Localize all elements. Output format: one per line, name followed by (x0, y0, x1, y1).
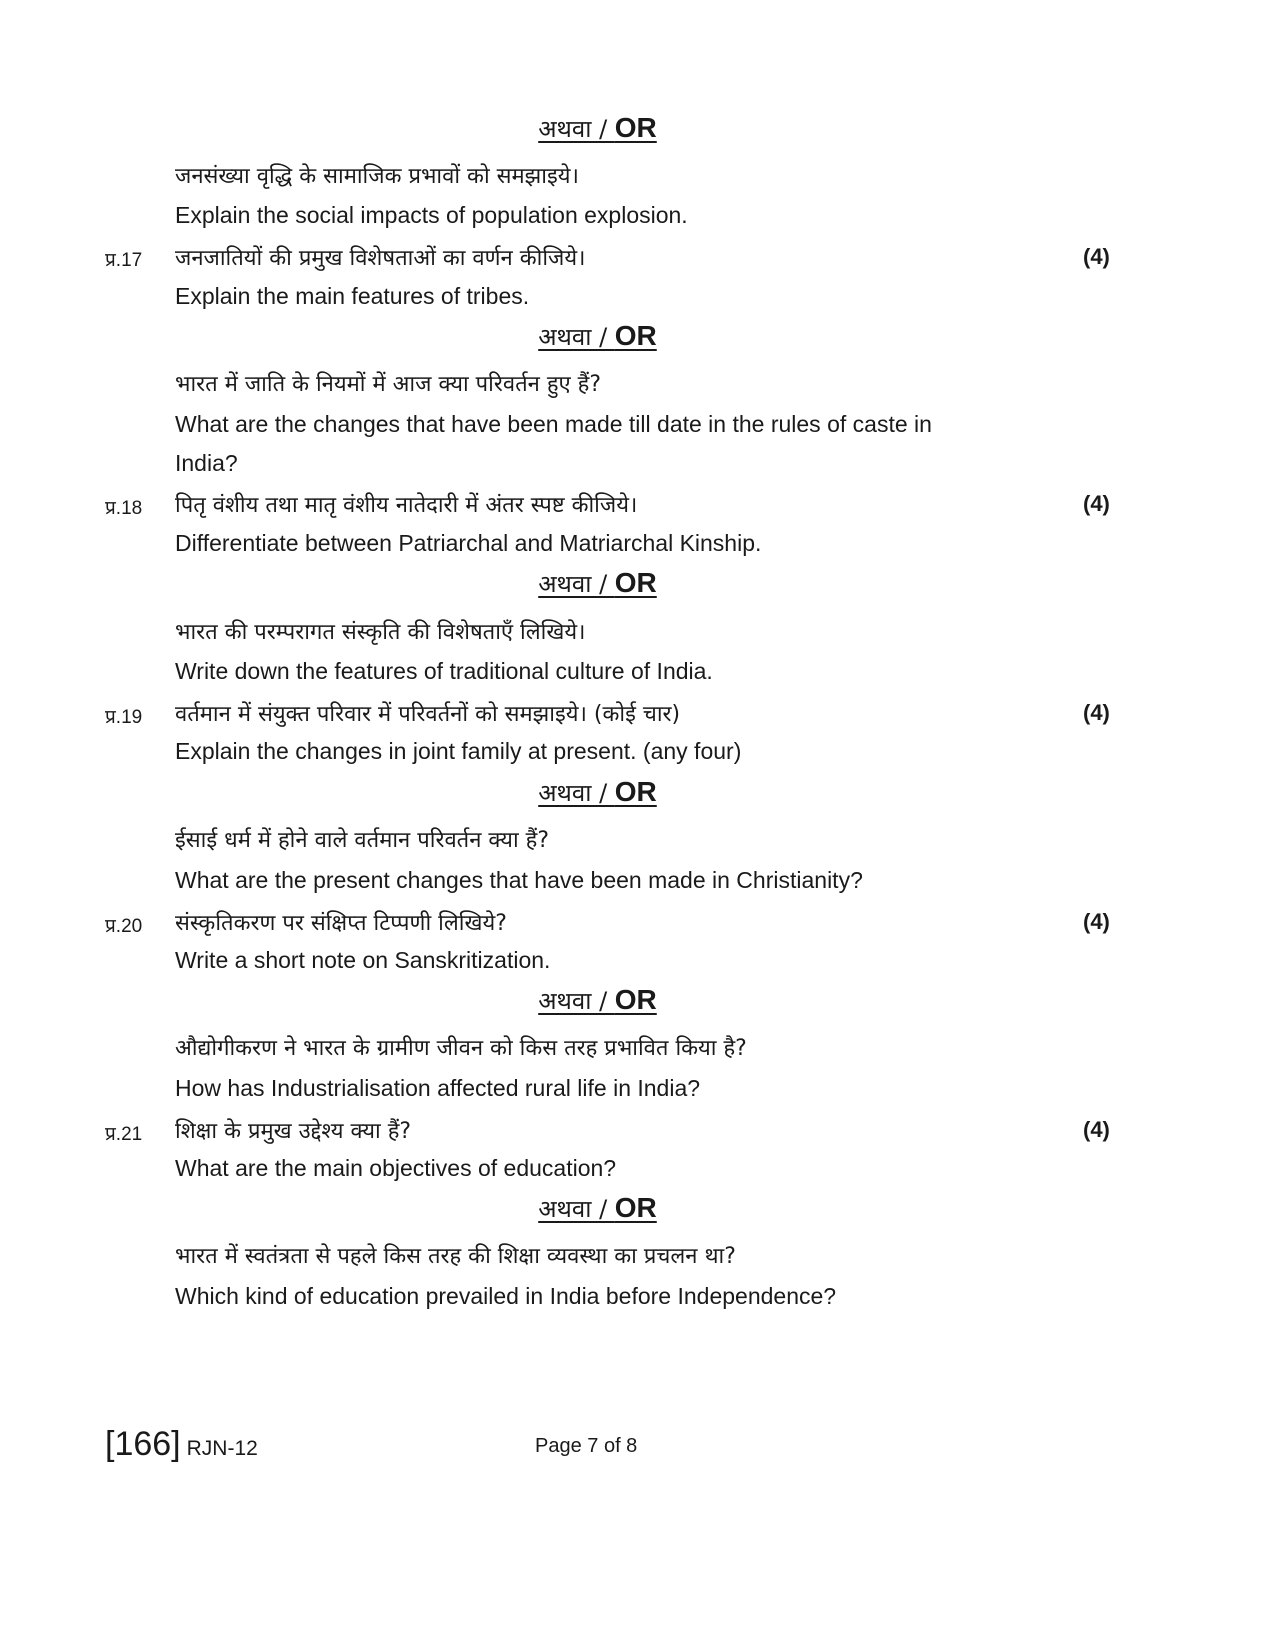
or-heading (0, 1192, 1195, 1225)
question-marks: (4) (1083, 1117, 1110, 1142)
question-text-hindi: जनसंख्या वृद्धि के सामाजिक प्रभावों को समझाइये। (175, 164, 579, 189)
or-label-hindi: अथवा / (538, 115, 615, 143)
or-heading (0, 567, 1195, 600)
question-text-english: India? (175, 450, 238, 476)
question-text-hindi: संस्कृतिकरण पर संक्षिप्त टिप्पणी लिखिये? (175, 911, 507, 936)
question-text-hindi: औद्योगीकरण ने भारत के ग्रामीण जीवन को किस तरह प्रभावित किया है? (175, 1036, 747, 1061)
question-text-hindi: भारत में जाति के नियमों में आज क्या परिवर्तन हुए हैं? (175, 372, 602, 397)
question-text-hindi: ईसाई धर्म में होने वाले वर्तमान परिवर्तन क्या हैं? (175, 828, 549, 853)
question-number: प्र.17 (105, 250, 143, 271)
or-heading (0, 776, 1195, 809)
question-marks: (4) (1083, 909, 1110, 934)
question-text-hindi: पितृ वंशीय तथा मातृ वंशीय नातेदारी में अंतर स्पष्ट कीजिये। (175, 493, 638, 518)
question-marks: (4) (1083, 491, 1110, 516)
or-label-hindi: अथवा / (538, 1195, 615, 1223)
question-text-hindi: भारत की परम्परागत संस्कृति की विशेषताएँ लिखिये। (175, 620, 586, 645)
question-text-english: Differentiate between Patriarchal and Matriarchal Kinship. (175, 530, 762, 556)
or-label-english: OR (614, 320, 657, 351)
question-text-english: Explain the main features of tribes. (175, 283, 530, 309)
question-text-english: Explain the changes in joint family at present. (any four) (175, 738, 742, 764)
question-text-hindi: जनजातियों की प्रमुख विशेषताओं का वर्णन कीजिये। (175, 246, 586, 271)
question-text-english: Explain the social impacts of population explosion. (175, 202, 688, 228)
footer-paper-code (105, 1425, 258, 1464)
or-label-english: OR (614, 567, 657, 598)
question-text-hindi: वर्तमान में संयुक्त परिवार में परिवर्तनों को समझाइये। (कोई चार) (175, 702, 681, 727)
question-marks: (4) (1083, 700, 1110, 725)
question-text-english: How has Industrialisation affected rural life in India? (175, 1075, 701, 1101)
or-label-hindi: अथवा / (538, 323, 615, 351)
question-number: प्र.19 (105, 707, 143, 728)
question-text-hindi: भारत में स्वतंत्रता से पहले किस तरह की शिक्षा व्यवस्था का प्रचलन था? (175, 1244, 736, 1269)
question-text-english: Write down the features of traditional culture of India. (175, 658, 713, 684)
question-marks: (4) (1083, 244, 1110, 269)
or-label-hindi: अथवा / (538, 570, 615, 598)
page-number: Page 7 of 8 (535, 1435, 638, 1457)
or-label-english: OR (614, 776, 657, 807)
or-heading (0, 984, 1195, 1017)
or-label-english: OR (614, 112, 657, 143)
or-label-english: OR (614, 1192, 657, 1223)
question-text-english: What are the main objectives of education? (175, 1155, 617, 1181)
or-heading (0, 112, 1195, 145)
question-number: प्र.18 (105, 498, 143, 519)
or-heading (0, 320, 1195, 353)
paper-code: [166] (105, 1425, 181, 1463)
series-code: RJN-12 (186, 1437, 258, 1460)
or-label-hindi: अथवा / (538, 987, 615, 1015)
question-text-english: Which kind of education prevailed in India before Independence? (175, 1283, 837, 1309)
or-label-english: OR (614, 984, 657, 1015)
question-number: प्र.20 (105, 916, 143, 937)
question-text-hindi: शिक्षा के प्रमुख उद्देश्य क्या हैं? (175, 1119, 412, 1144)
question-text-english: What are the present changes that have been made in Christianity? (175, 867, 863, 893)
question-text-english: What are the changes that have been made till date in the rules of caste in (175, 411, 932, 437)
question-number: प्र.21 (105, 1124, 143, 1145)
question-text-english: Write a short note on Sanskritization. (175, 947, 551, 973)
or-label-hindi: अथवा / (538, 779, 615, 807)
